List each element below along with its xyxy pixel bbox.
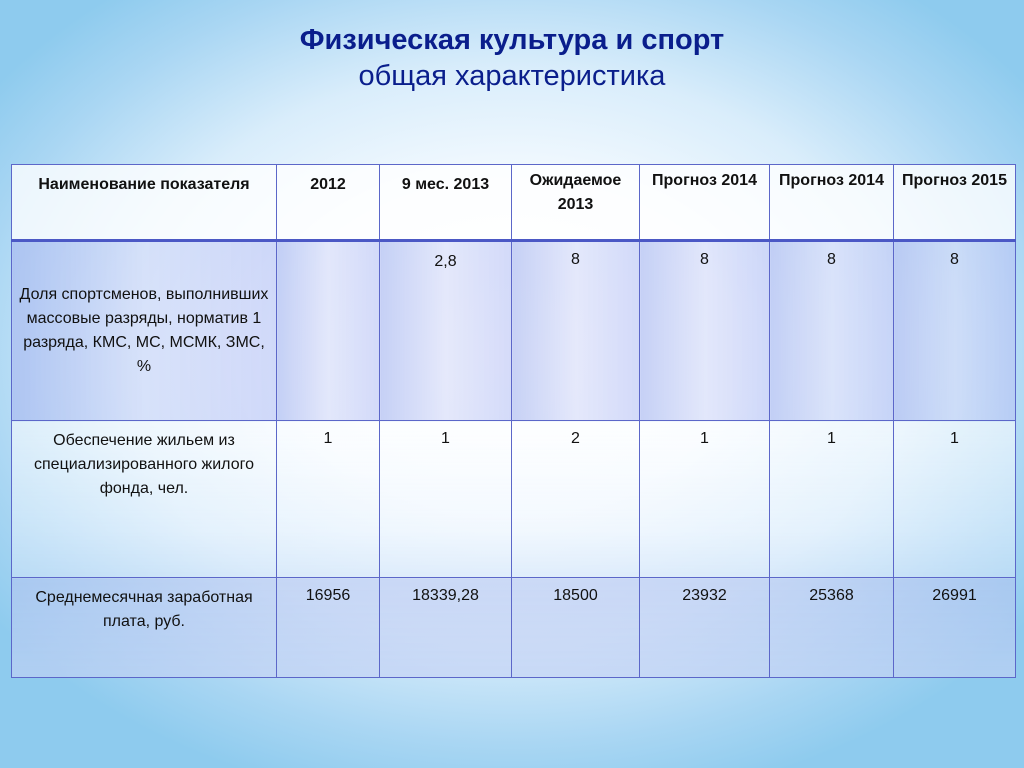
- slide-subtitle: общая характеристика: [358, 60, 666, 92]
- table-row: [12, 421, 1016, 578]
- row-label: Обеспечение жильем из специализированного жилого фонда, чел.: [12, 421, 277, 578]
- indicators-table: [11, 164, 1016, 678]
- column-header-9-months-2013: 9 мес. 2013: [380, 165, 512, 241]
- table-cell: 1: [277, 421, 380, 578]
- table-header-row: [12, 165, 1016, 241]
- column-header-forecast-2014-b: Прогноз 2014: [770, 165, 894, 241]
- table-cell: 2: [512, 421, 640, 578]
- table-cell: 1: [770, 421, 894, 578]
- column-header-expected-2013: Ожидаемое 2013: [512, 165, 640, 241]
- table-cell: 8: [894, 241, 1016, 421]
- column-header-2012: 2012: [277, 165, 380, 241]
- table-cell: 1: [640, 421, 770, 578]
- table-row: [12, 241, 1016, 421]
- row-label: Среднемесячная заработная плата, руб.: [12, 578, 277, 678]
- column-header-forecast-2015: Прогноз 2015: [894, 165, 1016, 241]
- table-cell: 26991: [894, 578, 1016, 678]
- table-cell: 1: [894, 421, 1016, 578]
- table-cell: 16956: [277, 578, 380, 678]
- table-cell: 2,8: [380, 241, 512, 421]
- slide-title-block: [0, 22, 1024, 94]
- table-cell: 8: [512, 241, 640, 421]
- table-cell: 18500: [512, 578, 640, 678]
- table-cell: 25368: [770, 578, 894, 678]
- column-header-indicator: Наименование показателя: [12, 165, 277, 241]
- slide-title: Физическая культура и спорт: [299, 24, 725, 56]
- table-row: [12, 578, 1016, 678]
- table-cell: 8: [640, 241, 770, 421]
- column-header-forecast-2014: Прогноз 2014: [640, 165, 770, 241]
- table-cell: [277, 241, 380, 421]
- row-label: Доля спортсменов, выполнивших массовые разряды, норматив 1 разряда, КМС, МС, МСМК, ЗМС, %: [12, 241, 277, 421]
- table-cell: 1: [380, 421, 512, 578]
- table-cell: 23932: [640, 578, 770, 678]
- table-cell: 18339,28: [380, 578, 512, 678]
- table-cell: 8: [770, 241, 894, 421]
